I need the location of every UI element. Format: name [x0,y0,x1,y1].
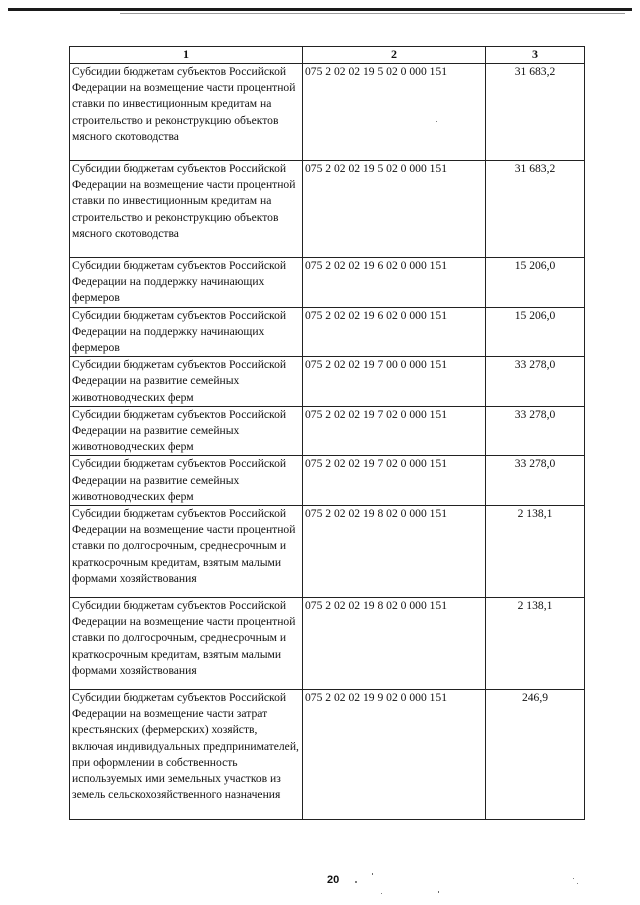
table-row [70,506,585,598]
row-code-cell: 075 2 02 02 19 9 02 0 000 151 [303,690,486,820]
page-number: 20 [327,874,340,886]
scan-speck [573,878,574,879]
scan-speck [372,873,373,875]
row-name-cell: Субсидии бюджетам субъектов Российской Федерации на возмещение части процентной ставки по долгосрочным, среднесрочным и краткосрочным кредитам, взятым малыми формами хозяйствования [70,506,303,598]
row-name-cell: Субсидии бюджетам субъектов Российской Федерации на возмещение части процентной ставки по долгосрочным, среднесрочным и краткосрочным кредитам, взятым малыми формами хозяйствования [70,598,303,690]
row-name-cell: Субсидии бюджетам субъектов Российской Федерации на поддержку начинающих фермеров [70,258,303,308]
row-amount-cell: 33 278,0 [486,456,585,506]
row-name-cell: Субсидии бюджетам субъектов Российской Федерации на возмещение части процентной ставки по инвестиционным кредитам на строительство и реконструкцию объектов мясного скотоводства [70,161,303,258]
top-border-line [8,8,632,11]
row-code-cell: 075 2 02 02 19 5 02 0 000 151 [303,64,486,161]
scan-speck [355,881,357,883]
row-code-cell: 075 2 02 02 19 6 02 0 000 151 [303,258,486,308]
row-name-cell: Субсидии бюджетам субъектов Российской Федерации на развитие семейных животноводческих ферм [70,357,303,407]
row-amount-cell: 2 138,1 [486,506,585,598]
table-row [70,307,585,357]
table-row [70,357,585,407]
table-row [70,690,585,820]
table-row [70,258,585,308]
row-name-cell: Субсидии бюджетам субъектов Российской Федерации на поддержку начинающих фермеров [70,307,303,357]
scan-speck [438,891,439,893]
row-code-cell: 075 2 02 02 19 6 02 0 000 151 [303,307,486,357]
row-name-cell: Субсидии бюджетам субъектов Российской Федерации на возмещение части процентной ставки по инвестиционным кредитам на строительство и реконструкцию объектов мясного скотоводства [70,64,303,161]
table-row [70,406,585,456]
row-amount-cell: 33 278,0 [486,406,585,456]
table-header-row [70,47,585,64]
row-name-cell: Субсидии бюджетам субъектов Российской Федерации на возмещение части затрат крестьянских (фермерских) хозяйств, включая индивидуальных предпринимателей, при оформлении в собственность используемых ими земельных участков из земель сельскохозяйственного назначения [70,690,303,820]
row-name-cell: Субсидии бюджетам субъектов Российской Федерации на развитие семейных животноводческих ферм [70,406,303,456]
table-row [70,598,585,690]
row-name-cell: Субсидии бюджетам субъектов Российской Федерации на развитие семейных животноводческих ферм [70,456,303,506]
table-row [70,64,585,161]
table-row [70,161,585,258]
row-code-cell: 075 2 02 02 19 5 02 0 000 151 [303,161,486,258]
row-code-cell: 075 2 02 02 19 7 02 0 000 151 [303,406,486,456]
row-amount-cell: 15 206,0 [486,258,585,308]
scan-speck [381,893,382,894]
column-header-1: 1 [70,47,303,64]
column-header-3: 3 [486,47,585,64]
column-header-2: 2 [303,47,486,64]
row-amount-cell: 33 278,0 [486,357,585,407]
table-row [70,456,585,506]
budget-table [69,46,585,820]
scan-speck [577,883,578,884]
row-amount-cell: 31 683,2 [486,64,585,161]
row-amount-cell: 2 138,1 [486,598,585,690]
top-border-thin-line [120,13,625,14]
row-amount-cell: 31 683,2 [486,161,585,258]
row-amount-cell: 246,9 [486,690,585,820]
row-code-cell: 075 2 02 02 19 7 02 0 000 151 [303,456,486,506]
row-code-cell: 075 2 02 02 19 7 00 0 000 151 [303,357,486,407]
row-code-cell: 075 2 02 02 19 8 02 0 000 151 [303,598,486,690]
row-amount-cell: 15 206,0 [486,307,585,357]
scan-speck [436,121,437,122]
row-code-cell: 075 2 02 02 19 8 02 0 000 151 [303,506,486,598]
